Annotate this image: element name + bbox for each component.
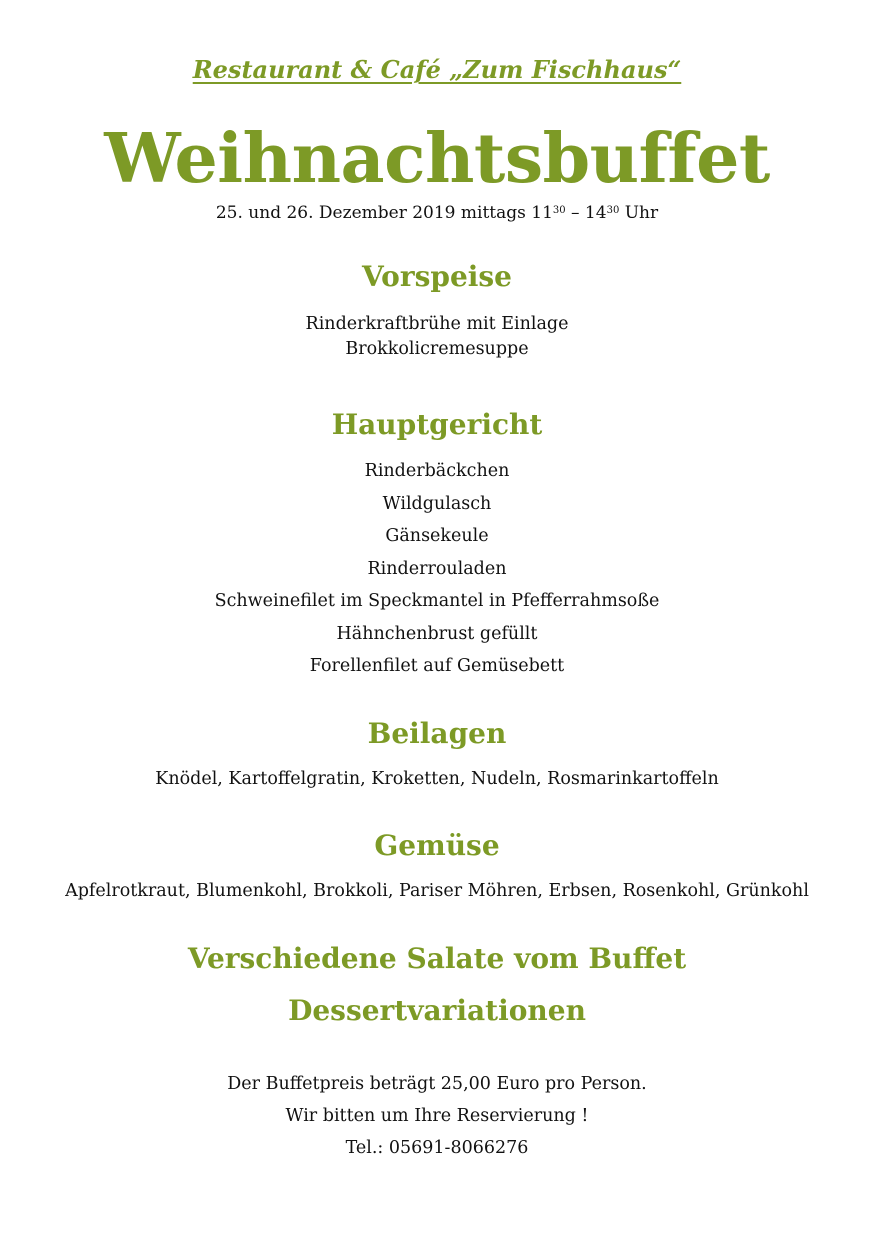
section-heading-vorspeise: Vorspeise xyxy=(362,260,512,293)
section-heading-beilagen: Beilagen xyxy=(367,717,507,750)
section-heading-salate: Verschiedene Salate vom Buffet xyxy=(187,942,687,975)
menu-item: Rinderbäckchen xyxy=(364,461,510,481)
menu-item: Wildgulasch xyxy=(382,493,492,514)
time-separator: – 14 xyxy=(565,203,607,223)
menu-item: Hähnchenbrust gefüllt xyxy=(336,623,538,644)
beilagen-text: Knödel, Kartoffelgratin, Kroketten, Nudeln, Rosmarinkartoffeln xyxy=(155,769,719,789)
menu-item: Rinderrouladen xyxy=(367,558,507,579)
price-info: Der Buffetpreis beträgt 25,00 Euro pro Person. xyxy=(227,1074,647,1094)
menu-item: Brokkolicremesuppe xyxy=(345,339,529,359)
footer-info xyxy=(0,1068,874,1164)
time-suffix: Uhr xyxy=(619,203,659,223)
menu-item: Forellenfilet auf Gemüsebett xyxy=(309,656,565,676)
page-title: Weihnachtsbuffet xyxy=(104,119,770,199)
section-heading-gemuese: Gemüse xyxy=(374,829,500,862)
hauptgericht-list xyxy=(0,455,874,683)
start-minutes: 30 xyxy=(552,205,566,216)
reservation-note: Wir bitten um Ihre Reservierung ! xyxy=(285,1106,589,1126)
phone-number: Tel.: 05691-8066276 xyxy=(345,1138,529,1158)
menu-item: Rinderkraftbrühe mit Einlage xyxy=(305,314,569,334)
restaurant-name: Restaurant & Café „Zum Fischhaus“ xyxy=(192,55,682,84)
vorspeise-list xyxy=(0,312,874,362)
event-date-time xyxy=(0,200,874,226)
menu-item: Gänsekeule xyxy=(385,526,489,546)
section-heading-hauptgericht: Hauptgericht xyxy=(331,408,543,441)
section-heading-dessert: Dessertvariationen xyxy=(288,994,586,1027)
menu-item: Schweinefilet im Speckmantel in Pfefferrahmsoße xyxy=(214,591,660,611)
end-minutes: 30 xyxy=(606,205,620,216)
gemuese-text: Apfelrotkraut, Blumenkohl, Brokkoli, Pariser Möhren, Erbsen, Rosenkohl, Grünkohl xyxy=(65,881,809,901)
date-text: 25. und 26. Dezember 2019 mittags 11 xyxy=(215,203,553,223)
